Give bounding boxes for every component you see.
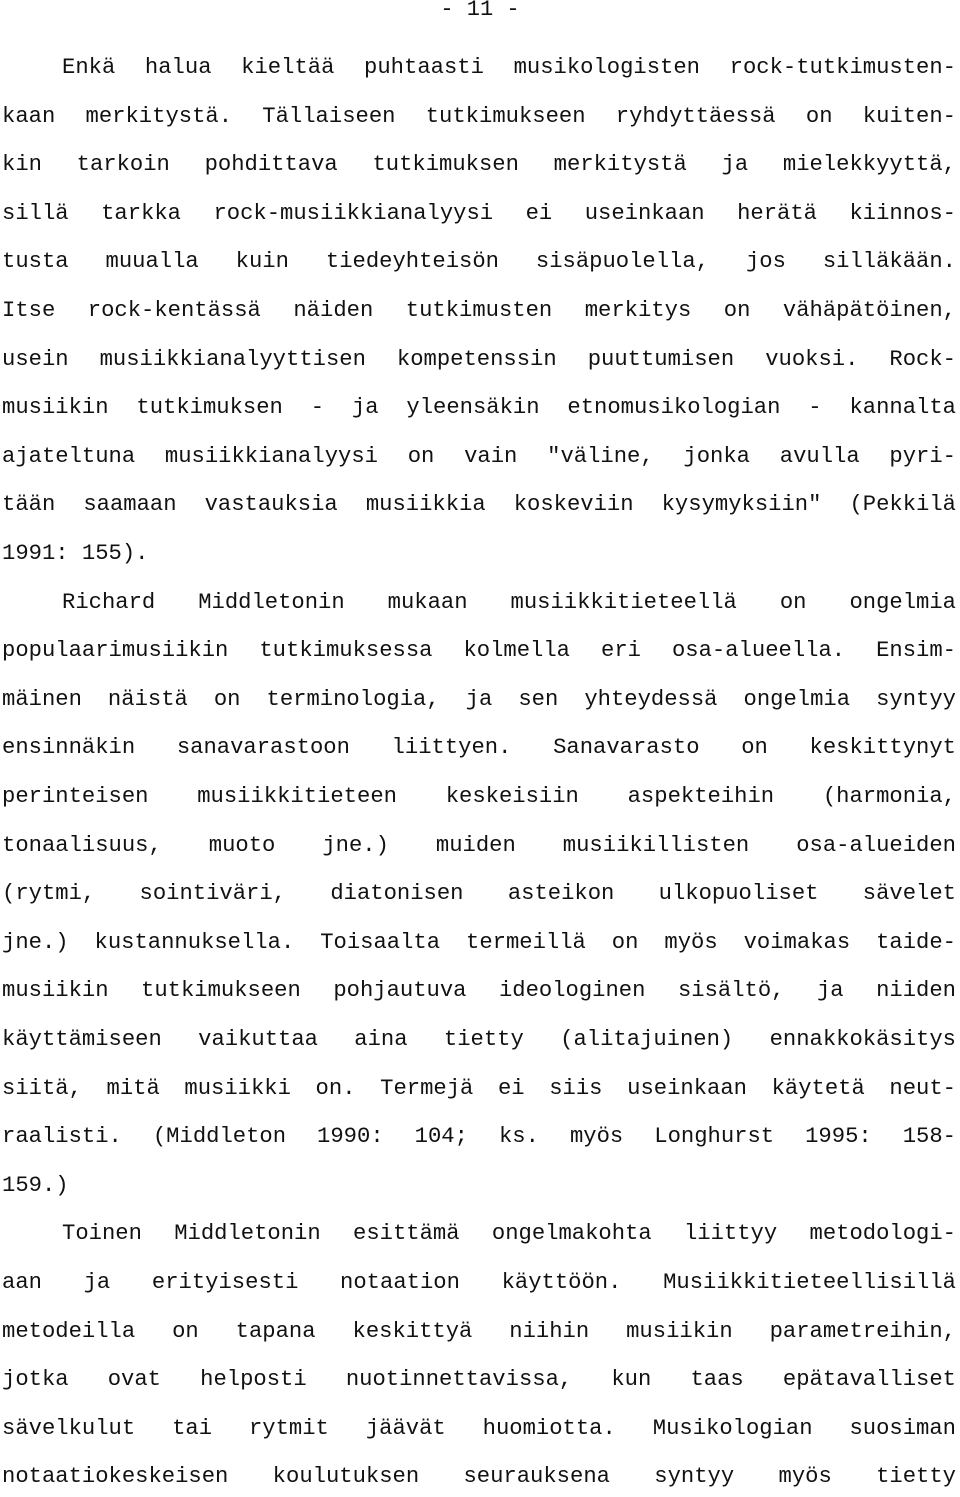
text-line: musiikin tutkimuksen - ja yleensäkin etnomusikologian - kannalta <box>2 395 956 421</box>
text-line: raalisti. (Middleton 1990: 104; ks. myös Longhurst 1995: 158- <box>2 1124 956 1150</box>
text-line: 1991: 155). <box>2 541 149 566</box>
text-line: notaatiokeskeisen koulutuksen seurauksena syntyy myös tietty <box>2 1464 956 1490</box>
text-line: sillä tarkka rock-musiikkianalyysi ei useinkaan herätä kiinnos- <box>2 200 956 226</box>
text-line: jotka ovat helposti nuotinnettavissa, kun taas epätavalliset <box>2 1367 956 1393</box>
text-line: käyttämiseen vaikuttaa aina tietty (alitajuinen) ennakkokäsitys <box>2 1027 956 1052</box>
text-line: musiikin tutkimukseen pohjautuva ideologinen sisältö, ja niiden <box>2 978 956 1004</box>
text-line: Richard Middletonin mukaan musiikkitieteellä on ongelmia <box>62 589 956 615</box>
text-line: (rytmi, sointiväri, diatonisen asteikon ulkopuoliset sävelet <box>2 881 956 907</box>
text-line: Toinen Middletonin esittämä ongelmakohta liittyy metodologi- <box>62 1221 956 1247</box>
text-line: tusta muualla kuin tiedeyhteisön sisäpuolella, jos silläkään. <box>2 249 956 275</box>
text-line: populaarimusiikin tutkimuksessa kolmella eri osa-alueella. Ensim- <box>2 638 956 664</box>
text-line: Enkä halua kieltää puhtaasti musikologisten rock-tutkimusten- <box>62 55 956 80</box>
text-line: sävelkulut tai rytmit jäävät huomiotta. Musikologian suosiman <box>2 1415 956 1441</box>
text-line: mäinen näistä on terminologia, ja sen yhteydessä ongelmia syntyy <box>2 686 956 712</box>
text-line: perinteisen musiikkitieteen keskeisiin aspekteihin (harmonia, <box>2 784 956 809</box>
text-line: kin tarkoin pohdittava tutkimuksen merkitystä ja mielekkyyttä, <box>2 152 956 178</box>
text-line: aan ja erityisesti notaation käyttöön. Musiikkitieteellisillä <box>2 1270 956 1295</box>
text-line: usein musiikkianalyyttisen kompetenssin puuttumisen vuoksi. Rock- <box>2 346 956 372</box>
page-number: - 11 - <box>440 0 520 22</box>
text-line: siitä, mitä musiikki on. Termejä ei siis useinkaan käytetä neut- <box>2 1075 956 1101</box>
text-line: 159.) <box>2 1172 69 1198</box>
text-line: tonaalisuus, muoto jne.) muiden musiikillisten osa-alueiden <box>2 832 956 858</box>
text-line: ensinnäkin sanavarastoon liittyen. Sanavarasto on keskittynyt <box>2 735 956 761</box>
text-line: ajateltuna musiikkianalyysi on vain "väline, jonka avulla pyri- <box>2 443 956 469</box>
text-line: kaan merkitystä. Tällaiseen tutkimukseen ryhdyttäessä on kuiten- <box>2 103 956 129</box>
text-line: tään saamaan vastauksia musiikkia koskeviin kysymyksiin" (Pekkilä <box>2 492 956 518</box>
text-line: metodeilla on tapana keskittyä niihin musiikin parametreihin, <box>2 1318 956 1344</box>
text-line: jne.) kustannuksella. Toisaalta termeillä on myös voimakas taide- <box>2 929 956 955</box>
text-line: Itse rock-kentässä näiden tutkimusten merkitys on vähäpätöinen, <box>2 298 956 323</box>
